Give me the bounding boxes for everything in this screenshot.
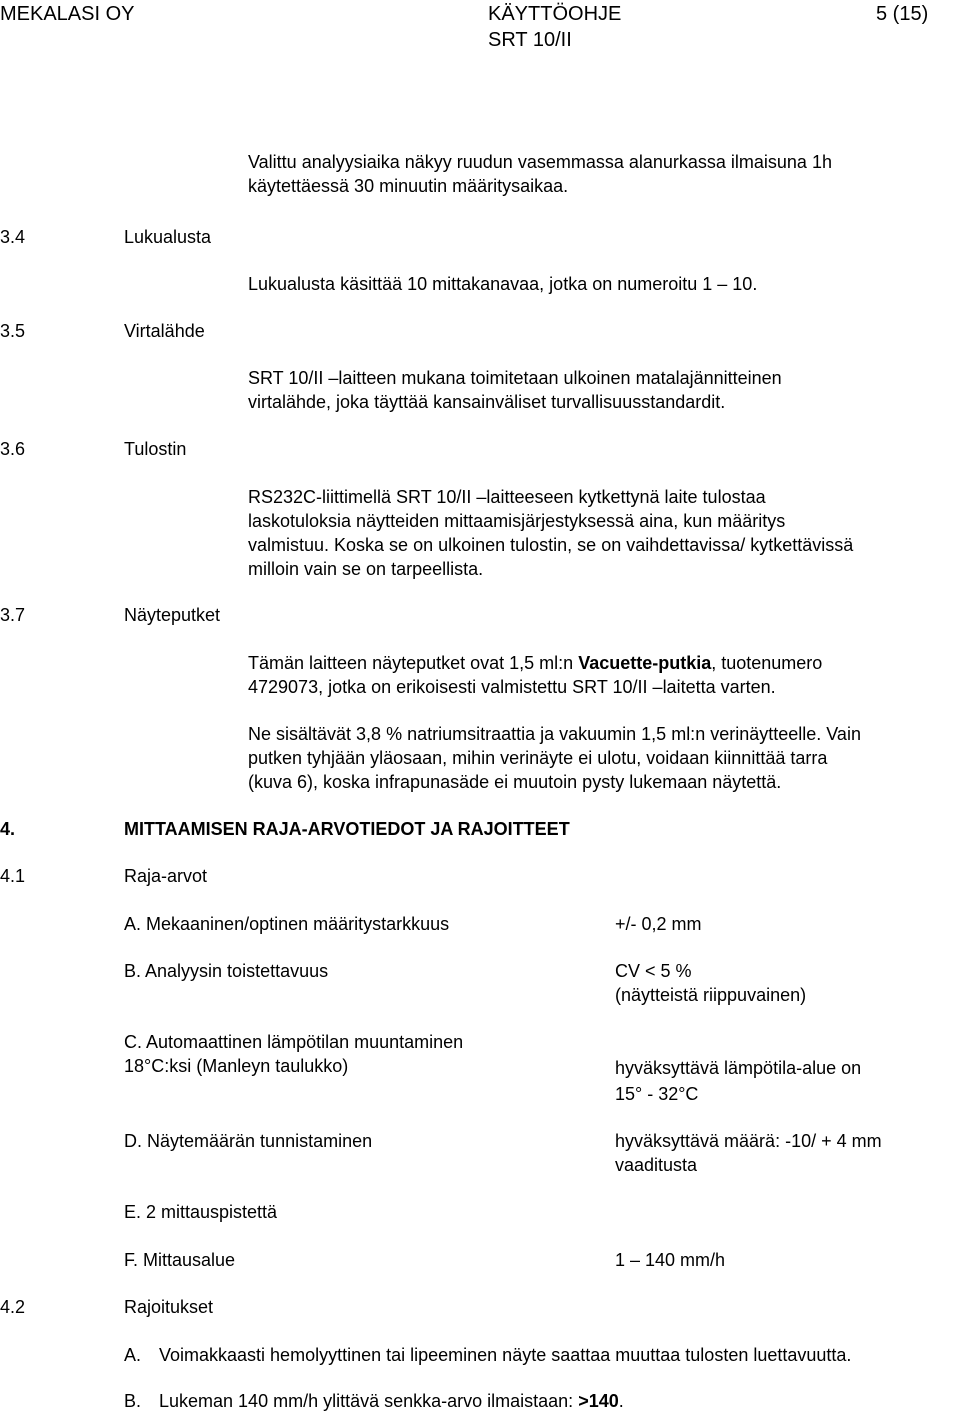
section-number-3-7: 3.7: [0, 605, 26, 625]
restriction-a-text: Voimakkaasti hemolyyttinen tai lipeeminen näyte saattaa muuttaa tulosten luettavuutta.: [159, 1345, 852, 1365]
limit-e-label: E. 2 mittauspistettä: [124, 1202, 278, 1222]
section-text-tulostin: RS232C-liittimellä SRT 10/II –laitteeseen kytkettynä laite tulostaa laskotuloksia näytteiden mittaamisjärjestyksessä aina, kun määritys valmistuu. Koska se on ulkoinen tulostin, se on vaihdettavissa/ kytkettävissä milloin vain se on tarpeellista.: [248, 487, 854, 579]
section-title-rajoitukset: Rajoitukset: [124, 1297, 214, 1317]
section-text-nayteputket-2: Ne sisältävät 3,8 % natriumsitraattia ja vakuumin 1,5 ml:n verinäytteelle. Vain putken tyhjään yläosaan, mihin verinäyte ei ulotu, voidaan kiinnittää tarra (kuva 6), koska infrapunasäde ei muutoin pysty lukemaan näytettä.: [248, 724, 861, 792]
limit-d-label: D. Näytemäärän tunnistaminen: [124, 1131, 373, 1151]
section-title-tulostin: Tulostin: [124, 439, 187, 459]
section-number-3-6: 3.6: [0, 439, 26, 459]
restriction-a-letter: A.: [124, 1345, 142, 1365]
section-number-4-2: 4.2: [0, 1297, 26, 1317]
section-title-raja-arvot: Raja-arvot: [124, 866, 208, 886]
limit-b-label: B. Analyysin toistettavuus: [124, 961, 329, 981]
section-text-nayteputket-1: Tämän laitteen näyteputket ovat 1,5 ml:n Vacuette-putkia, tuotenumero 4729073, jotka on erikoisesti valmistettu SRT 10/II –laitetta varten.: [248, 653, 823, 697]
restriction-b-text: Lukeman 140 mm/h ylittävä senkka-arvo ilmaistaan: >140.: [159, 1391, 624, 1411]
section-text-virtalahde: SRT 10/II –laitteen mukana toimitetaan ulkoinen matalajännitteinen virtalähde, joka täyttää kansainväliset turvallisuusstandardit.: [248, 368, 782, 412]
restriction-b-letter: B.: [124, 1391, 142, 1411]
product-name: Vacuette-putkia: [578, 653, 712, 673]
limit-a-value: +/- 0,2 mm: [615, 914, 702, 934]
limit-c-label: C. Automaattinen lämpötilan muuntaminen 18°C:ksi (Manleyn taulukko): [124, 1032, 464, 1076]
document-type: KÄYTTÖOHJE: [488, 3, 622, 25]
intro-paragraph: Valittu analyysiaika näkyy ruudun vasemmassa alanurkassa ilmaisuna 1h käytettäessä 30 minuutin määritysaikaa.: [248, 152, 832, 196]
limit-f-label: F. Mittausalue: [124, 1250, 236, 1270]
section-title-virtalahde: Virtalähde: [124, 321, 205, 341]
section-number-4-1: 4.1: [0, 866, 26, 886]
limit-f-value: 1 – 140 mm/h: [615, 1250, 726, 1270]
chapter-title: MITTAAMISEN RAJA-ARVOTIEDOT JA RAJOITTEET: [124, 819, 570, 839]
limit-d-value: hyväksyttävä määrä: -10/ + 4 mm vaaditusta: [615, 1131, 882, 1175]
limit-a-label: A. Mekaaninen/optinen määritystarkkuus: [124, 914, 450, 934]
device-model: SRT 10/II: [488, 29, 572, 51]
section-number-3-4: 3.4: [0, 227, 26, 247]
section-text-lukualusta: Lukualusta käsittää 10 mittakanavaa, jotka on numeroitu 1 – 10.: [248, 274, 758, 294]
page-number: 5 (15): [876, 3, 929, 25]
section-number-3-5: 3.5: [0, 321, 26, 341]
limit-b-value: CV < 5 % (näytteistä riippuvainen): [615, 961, 807, 1005]
section-title-nayteputket: Näyteputket: [124, 605, 221, 625]
limit-c-value: hyväksyttävä lämpötila-alue on 15° - 32°C: [615, 1058, 862, 1104]
section-title-lukualusta: Lukualusta: [124, 227, 212, 247]
company-name: MEKALASI OY: [0, 3, 135, 25]
chapter-number-4: 4.: [0, 819, 16, 839]
